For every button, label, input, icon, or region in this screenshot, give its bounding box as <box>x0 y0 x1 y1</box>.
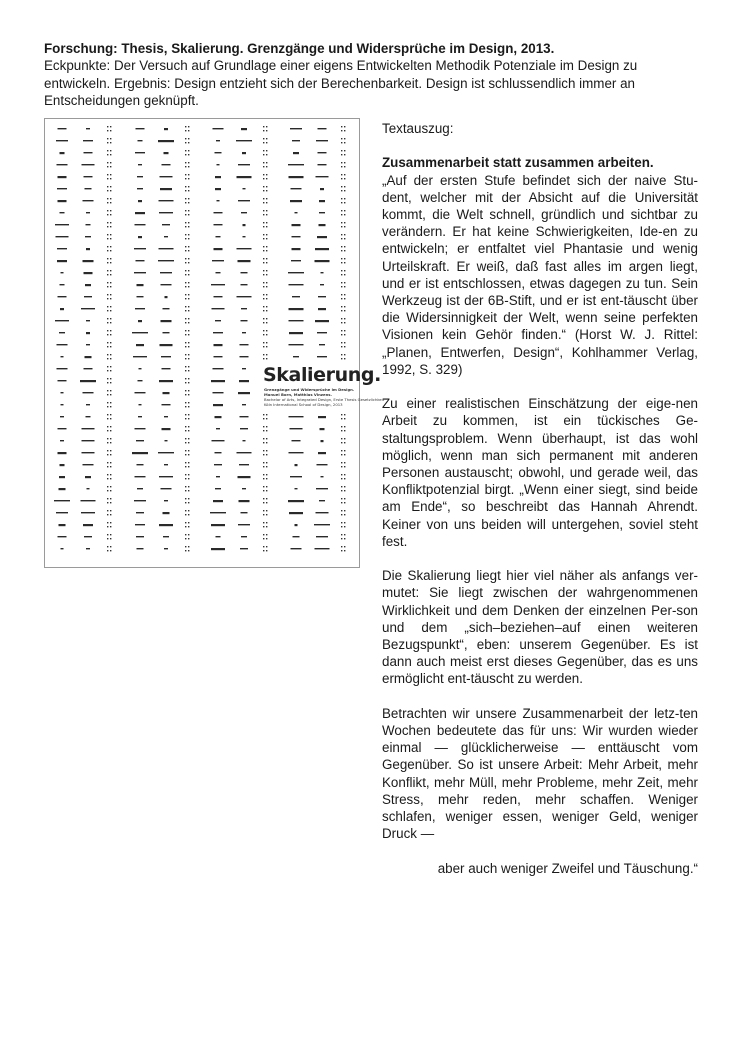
cover-title: Skalierung. <box>263 364 381 386</box>
excerpt-paragraph-4: Betrachten wir unsere Zusammenarbeit der letz-ten Wochen bedeutete das für uns: Wir wurden wieder einmal — glücklicherweise — enttäuscht vom Gegenüber. So ist unsere Arbeit: Mehr Arbeit, mehr Konflikt, mehr Müll, mehr Probleme, mehr Zeit, mehr Stress, mehr reden, mehr schaffen. Weniger schlafen, weniger essen, weniger Geld, weniger Druck — <box>382 705 698 842</box>
cover-subtitle: Grenzgänge und Widersprüche im Design. <box>264 387 355 392</box>
excerpt-quote: „Auf der ersten Stufe befindet sich der naive Stu-dent, welcher mit der Absicht auf die Universität kommt, die Welt schnell, gründlich und sichtbar zu verändern. Er hat keine Schwierigkeiten, Ide-en zu entwickeln; er entfaltet viel Phantasie und wenig Urteilskraft. Er weiß, daß fast alles im argen liegt, und er ist entschlossen, etwas dagegen zu tun. Sein Werkzeug ist der 6B-Stift, und er ist ent-täuscht über die Widersinnigkeit der Welt, wenn seine perfekten Visionen kein Gehör finden.“ (Horst W. J. Rittel: „Planen, Entwerfen, Design“, Kohlhammer Verlag, 1992, S. 329) <box>382 172 698 377</box>
excerpt-closing: aber auch weniger Zweifel und Täuschung.“ <box>437 860 698 876</box>
excerpt-label: Textauszug: <box>382 121 454 136</box>
header <box>44 40 704 109</box>
excerpt-paragraph-2: Zu einer realistischen Einschätzung der eige-nen Arbeit zu kommen, ist ein tückisches Ge-staltungsproblem. Wenn überhaupt, ist das wohl möglich, wenn man sich permanent mit anderen Personen austauscht; obwohl, und gerade weil, das Konfliktpotenzial birgt. „Wenn einer siegt, sind beide am Ende“, so beschreibt das Hannah Ahrendt. Keiner von uns beiden will untergehen, soviel steht fest. <box>382 396 698 549</box>
header-title: Forschung: Thesis, Skalierung. Grenzgänge und Widersprüche im Design, 2013. <box>44 41 555 56</box>
header-body: Eckpunkte: Der Versuch auf Grundlage einer eigens Entwickelten Methodik Potenziale im Design zu entwickeln. Ergebnis: Design entzieht sich der Berechenbarkeit. Design ist schlussendlich immer an Entscheidungen geknüpft. <box>44 58 638 108</box>
thesis-cover-image <box>44 118 385 568</box>
cover-school: Köln International School of Design, 2013 <box>264 402 343 407</box>
cover-pattern <box>45 119 385 567</box>
text-excerpt <box>382 120 698 877</box>
excerpt-paragraph-3: Die Skalierung liegt hier viel näher als anfangs ver-mutet: Sie liegt zwischen der wahrgenommenen Wirklichkeit und dem Denken der einzelnen Per-son und dem „sich–beziehen–auf einen weiteren Bezugspunkt“, eben: unserem Gegenüber. Es ist dann auch meist erst dieses Gegenüber, das es uns ermöglicht ent-täuscht zu werden. <box>382 568 698 687</box>
cover-degree: Bachelor of Arts, Integrated Design, Erste Thesis Gesetzlichkeit <box>264 397 385 402</box>
cover-authors: Manuel Born, Matthias Vinzens. <box>264 392 332 397</box>
excerpt-heading: Zusammenarbeit statt zusammen arbeiten. <box>382 155 654 171</box>
cover-subtitle-block <box>264 387 385 407</box>
